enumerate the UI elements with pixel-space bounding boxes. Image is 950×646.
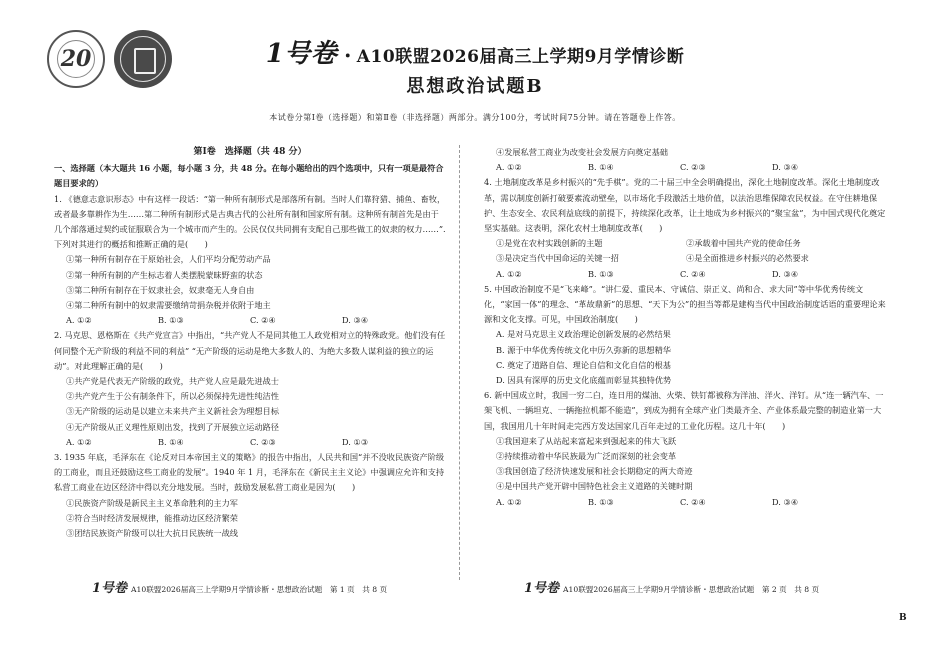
q6-options [484, 495, 886, 510]
footer-brand-mark: 1号卷 [524, 581, 560, 596]
q2-statement: ②共产党产生于公有制条件下，所以必须保持先进性纯洁性 [66, 391, 279, 402]
q2-option-c[interactable]: C. ②③ [250, 436, 276, 447]
q1-statement: ③第二种所有制存在于奴隶社会，奴隶毫无人身自由 [66, 284, 255, 295]
question-5-stem: 5. 中国政治制度不是“飞来峰”。“讲仁爱、重民本、守诚信、崇正义、尚和合、求大同”等中华优秀传统文化，“家国一体”的理念、“革故鼎新”的思想、“天下为公”的担当等都是建构当代中国政治制度话语的重要理论来源和文化支撑。可见，中国政治制度( ) [484, 283, 886, 325]
q4-option-b[interactable]: B. ①③ [588, 268, 614, 279]
exam-title: 1号卷 ・A10联盟2026届高三上学期9月学情诊断 [265, 39, 685, 69]
section-instruction: 一、选择题（本大题共 16 小题，每小题 3 分，共 48 分。在每小题给出的四个选项中，只有一项是最符合题目要求的） [54, 163, 444, 189]
question-2-stem: 2. 马克思、恩格斯在《共产党宣言》中指出，“共产党人不是同其他工人政党相对立的特殊政党。他们没有任何同整个无产阶级的利益不同的利益” “无产阶级的运动是绝大多数人的、为绝大多数人谋利益的独立的运动”。对此理解正确的是( ) [54, 330, 446, 371]
q2-options [54, 435, 446, 450]
q4-statement: ①是党在农村实践创新的主题 [496, 238, 603, 249]
q3-option-b[interactable]: B. ①④ [588, 162, 614, 173]
seal-number: 20 [60, 46, 92, 72]
q6-statement: ④是中国共产党开辟中国特色社会主义道路的关键时期 [496, 481, 693, 492]
q1-option-a[interactable]: A. ①② [66, 315, 92, 326]
q3-options [484, 160, 886, 175]
q2-statement: ④无产阶级从正义理性原则出发，找到了开展独立运动路径 [66, 421, 279, 432]
q4-option-c[interactable]: C. ②④ [680, 268, 706, 279]
q4-statements-row [484, 236, 886, 251]
q1-option-d[interactable]: D. ③④ [342, 315, 369, 326]
question-4-stem: 4. 土地制度改革是乡村振兴的“先手棋”。党的二十届三中全会明确提出，深化土地制度改革。深化土地制度改革，需以制度创新打破要素流动壁垒，以市场化手段激活土地价值，以法治思维保障农民权益。在守住耕地保护、生态安全、农民利益底线的前提下，持续深化改革，让土地成为乡村振兴的“聚宝盆”，为中国式现代化奠定坚实基础。这表明，深化农村土地制度改革( ) [484, 177, 886, 234]
q2-option-b[interactable]: B. ①④ [158, 436, 184, 447]
question-6-stem: 6. 新中国成立时，我国一穷二白，连日用的煤油、火柴、铁钉都被称为洋油、洋火、洋钉。从“连一辆汽车、一架飞机、一辆坦克、一辆拖拉机都不能造”，到成为拥有全球产业门类最齐全、产业体系最完整的制造业第一大国，我国用几十年时间走完西方发达国家几百年走过的工业化历程。这几十年( ) [484, 390, 884, 431]
q6-statement: ③我国创造了经济快速发展和社会长期稳定的两大奇迹 [496, 466, 693, 477]
q6-option-a[interactable]: A. ①② [496, 496, 522, 507]
q2-statement: ③无产阶级的运动是以建立未来共产主义新社会为理想目标 [66, 406, 279, 417]
q5-option-d[interactable]: D. 因具有深厚的历史文化底蕴而彰显其独特优势 [496, 375, 672, 386]
page-footer-left: 1号卷 A10联盟2026届高三上学期9月学情诊断・思想政治试题 第 1 页 共 8 页 [92, 581, 388, 596]
q3-option-c[interactable]: C. ②③ [680, 162, 706, 173]
q4-option-d[interactable]: D. ③④ [772, 268, 799, 279]
q6-option-c[interactable]: C. ②④ [680, 496, 706, 507]
q1-option-c[interactable]: C. ②④ [250, 315, 276, 326]
brand-mark: 1号卷 [265, 39, 338, 69]
q4-statement: ②承载着中国共产党的使命任务 [686, 238, 801, 249]
q5-option-b[interactable]: B. 源于中华优秀传统文化中历久弥新的思想精华 [496, 344, 671, 355]
left-column [54, 145, 446, 541]
q2-statement: ①共产党是代表无产阶级的政党，共产党人应是最先进战士 [66, 376, 279, 387]
q6-option-d[interactable]: D. ③④ [772, 496, 799, 507]
question-1-stem: 1. 《德意志意识形态》中有这样一段话：“第一种所有制形式是部落所有制。当时人们靠狩猎、捕鱼、畜牧，或者最多靠耕作为生……第二种所有制形式是古典古代的公社所有制和国家所有制。这种所有制首先是由于几个部落通过契约或征服联合为一个城市而产生的。公民仅仅共同拥有支配自己那些做工的奴隶的权力……”.下列对其进行的概括和推断正确的是( ) [54, 193, 446, 250]
q1-options [54, 313, 446, 328]
q4-statements-row [484, 251, 886, 266]
q2-option-a[interactable]: A. ①② [66, 436, 92, 447]
q3-statement: ④发展私营工商业为改变社会发展方向奠定基础 [496, 147, 668, 157]
q2-option-d[interactable]: D. ①③ [342, 436, 369, 447]
column-divider [459, 145, 460, 580]
q6-statement: ②持续推动着中华民族最为广泛而深刻的社会变革 [496, 451, 677, 462]
q3-statement: ③团结民族资产阶级可以壮大抗日民族统一战线 [66, 528, 238, 539]
q4-option-a[interactable]: A. ①② [496, 268, 522, 279]
q1-statement: ②第一种所有制的产生标志着人类摆脱蒙昧野蛮的状态 [66, 269, 263, 280]
q1-option-b[interactable]: B. ①③ [158, 315, 184, 326]
q4-options [484, 267, 886, 282]
exam-subtitle: 思想政治试题B [406, 76, 544, 97]
q3-option-d[interactable]: D. ③④ [772, 162, 799, 173]
q5-option-a[interactable]: A. 是对马克思主义政治理论创新发展的必然结果 [496, 329, 671, 340]
q1-statement: ④第二种所有制中的奴隶需要缴纳苛捐杂税并依附于地主 [66, 300, 271, 311]
section-title: 第Ⅰ卷 选择题（共 48 分） [193, 147, 307, 157]
exam-notice: 本试卷分第Ⅰ卷（选择题）和第Ⅱ卷（非选择题）两部分。满分100分，考试时间75分钟。请在答题卷上作答。 [269, 113, 681, 122]
q1-statement: ①第一种所有制存在于原始社会，人们平均分配劳动产品 [66, 254, 271, 265]
q6-statement: ①我国迎来了从站起来富起来到强起来的伟大飞跃 [496, 435, 677, 446]
q3-statement: ①民族资产阶级是新民主主义革命胜利的主力军 [66, 497, 238, 508]
page-footer-right: 1号卷 A10联盟2026届高三上学期9月学情诊断・思想政治试题 第 2 页 共 8 页 [524, 581, 820, 596]
q5-option-c[interactable]: C. 奠定了道路自信、理论自信和文化自信的根基 [496, 359, 671, 370]
footer-brand-mark: 1号卷 [92, 581, 128, 596]
q4-statement: ③是决定当代中国命运的关键一招 [496, 253, 619, 264]
right-column [484, 145, 886, 510]
version-label: B [899, 613, 907, 623]
q4-statement: ④是全面推进乡村振兴的必然要求 [686, 253, 809, 264]
question-3-stem: 3. 1935 年底，毛泽东在《论反对日本帝国主义的策略》的报告中指出，人民共和国“并不没收民族资产阶级的工商业，而且还鼓励这些工商业的发展”。1940 年 1 月，毛泽东在《新民主主义论》中强调应允许和支持私营工商业在边区经济中得以充分地发展。当时，鼓励发展私营工商业是因为( ) [54, 452, 445, 493]
q3-option-a[interactable]: A. ①② [496, 162, 522, 173]
q6-option-b[interactable]: B. ①③ [588, 496, 614, 507]
q3-statement: ②符合当时经济发展规律，能推动边区经济繁荣 [66, 512, 238, 523]
